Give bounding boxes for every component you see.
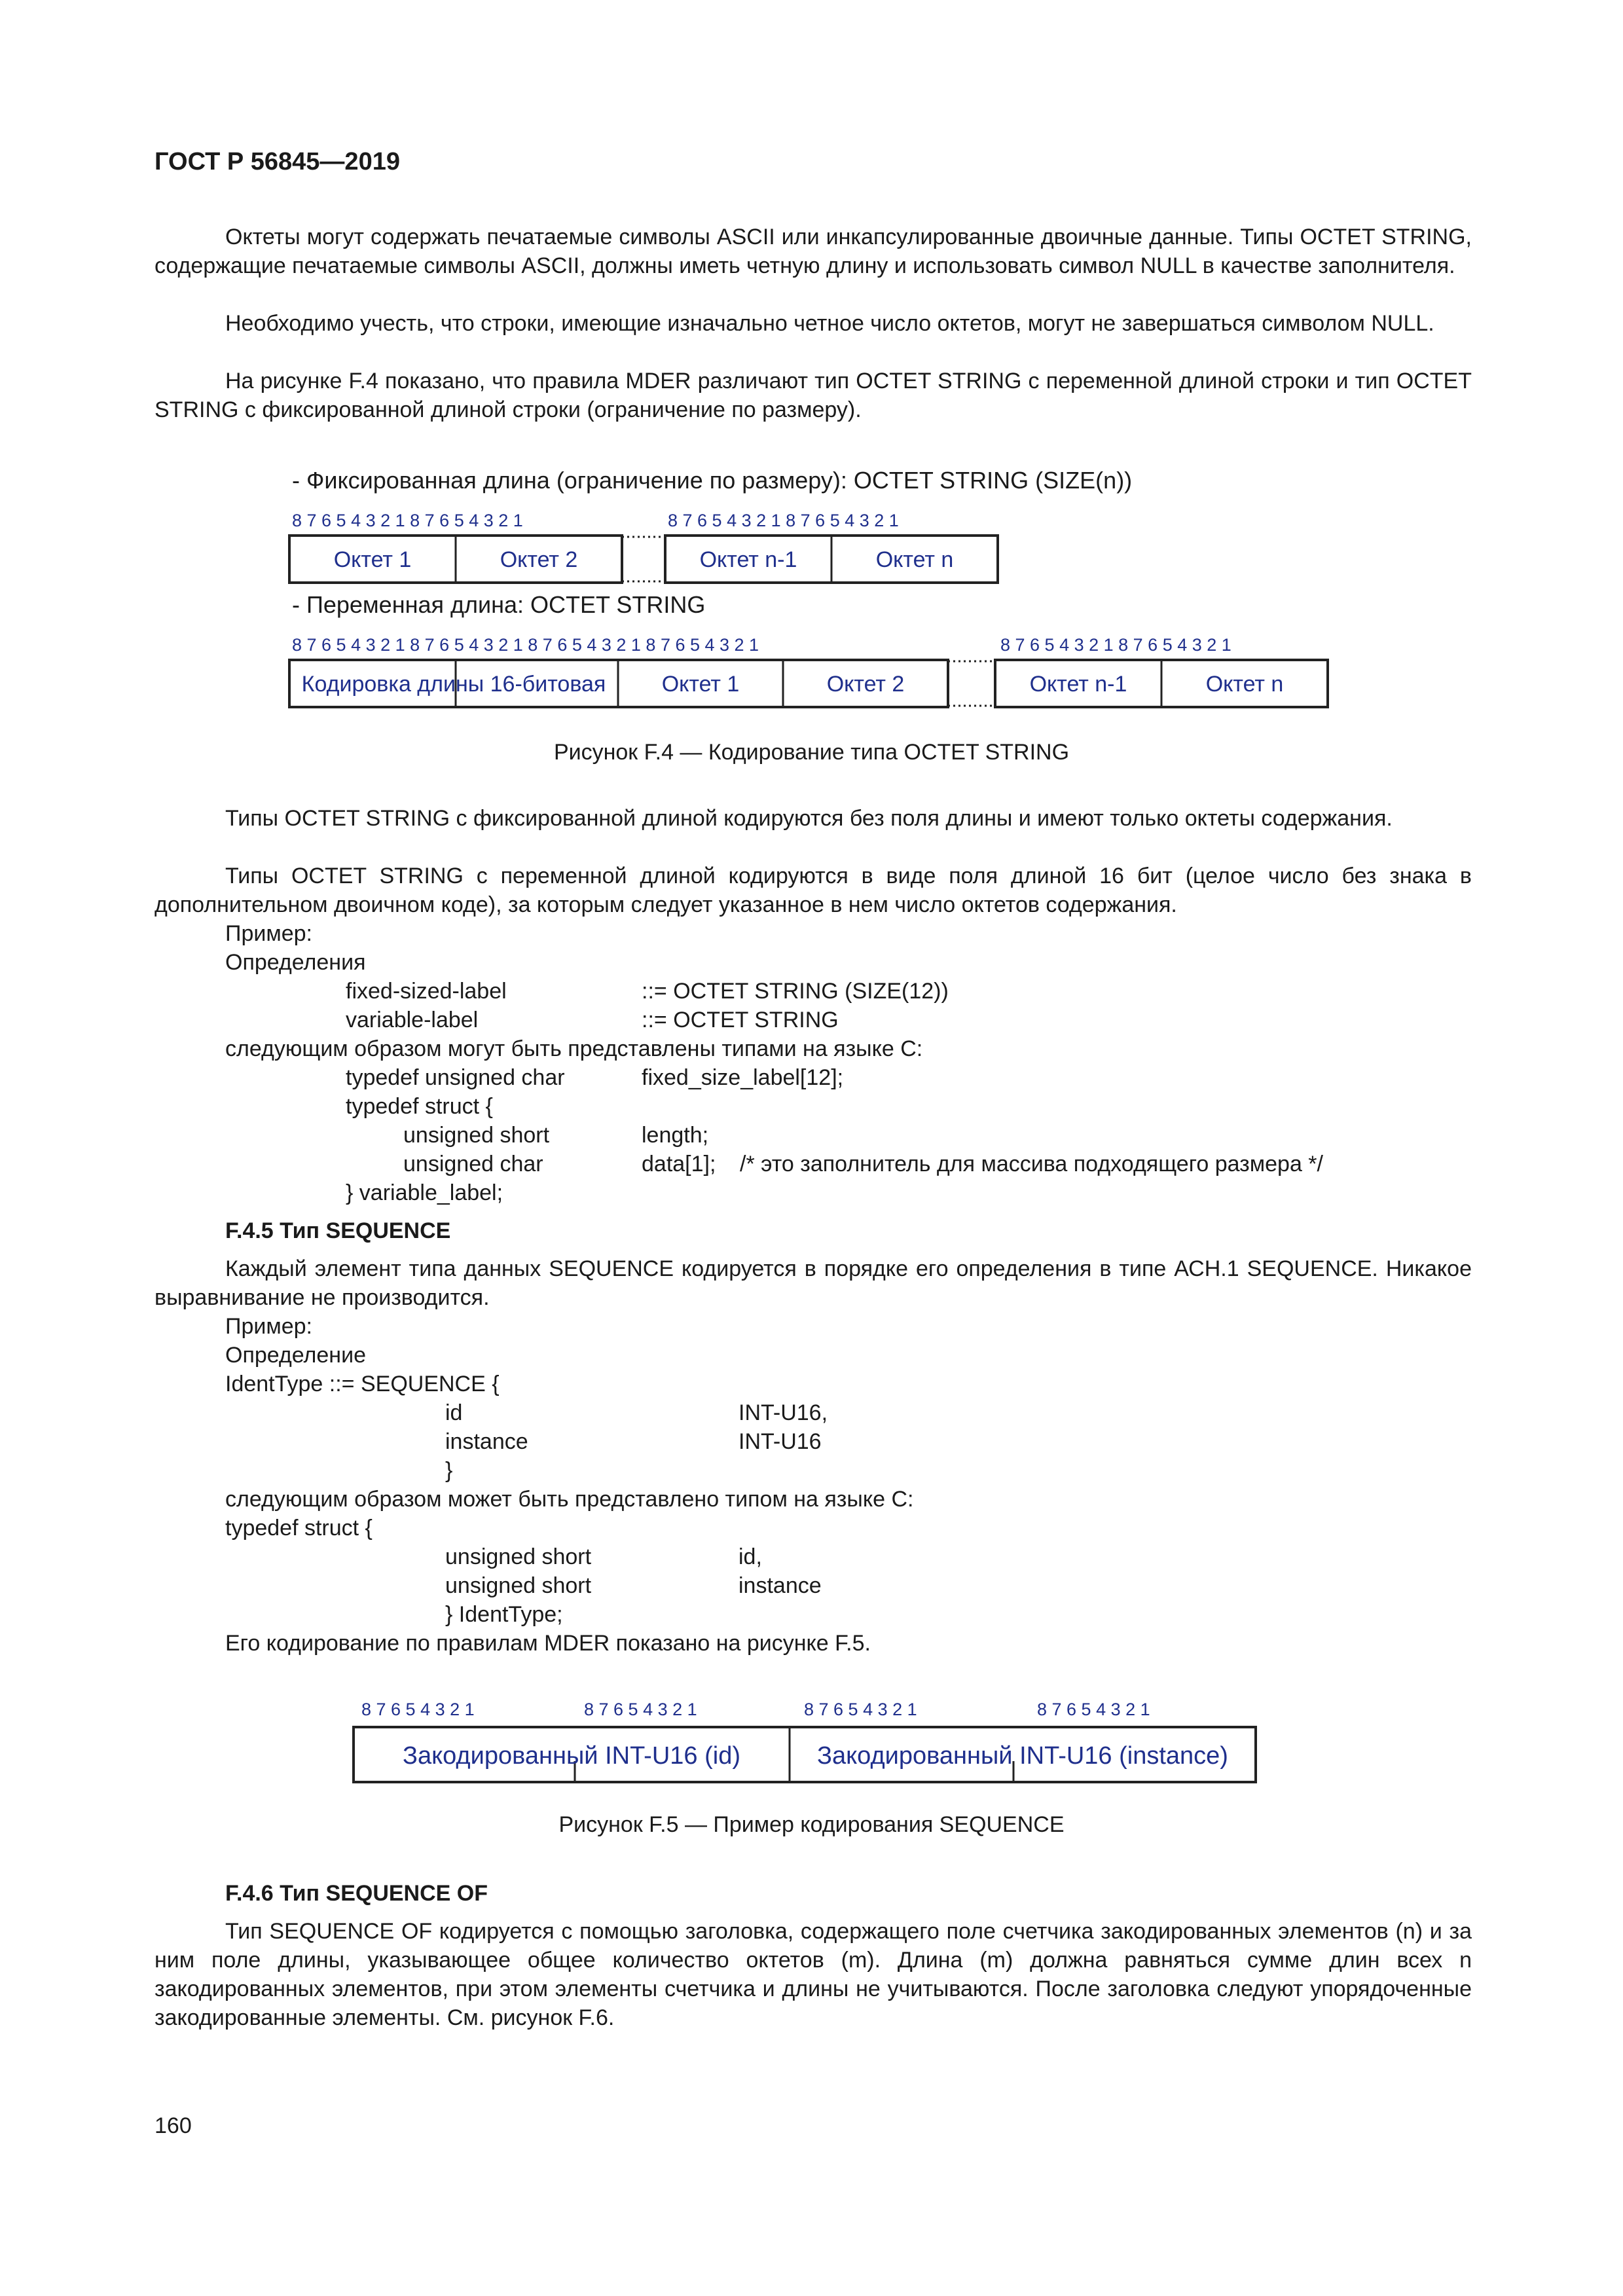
page-number: 160 (155, 2113, 192, 2138)
paragraph-sequence-of: Тип SEQUENCE OF кодируется с помощью заголовка, содержащего поле счетчика закодированных элементов (n) и за ним поле длины, указывающее общее количество октетов (m). Длина (m) должна равняться сумме длин всех n закодированных элементов, при этом элементы счетчика и длины не учитываются. После заголовка следуют упорядоченные закодированные элементы. См. рисунок F.6. (155, 1919, 1472, 2030)
paragraph-octets: Октеты могут содержать печатаемые символы ASCII или инкапсулированные двоичные данные. Типы OCTET STRING, содержащие печатаемые символы ASCII, должны иметь четную длину и использовать символ NULL в качестве заполнителя. (155, 225, 1472, 278)
bit-numbers: 8 7 6 5 4 3 2 1 8 7 6 5 4 3 2 1 (668, 511, 899, 530)
code-text: fixed-sized-label (346, 979, 507, 1004)
bit-numbers: 8 7 6 5 4 3 2 1 8 7 6 5 4 3 2 1 (292, 511, 523, 530)
code-text: id, (739, 1544, 762, 1569)
document-code: ГОСТ Р 56845—2019 (155, 148, 400, 175)
octet-n-label: Октет n (1205, 672, 1284, 697)
encoding-reference: Его кодирование по правилам MDER показано на рисунке F.5. (225, 1631, 871, 1656)
code-text: instance (739, 1573, 822, 1598)
code-text: ::= OCTET STRING (642, 1008, 839, 1032)
code-text: } variable_label; (346, 1180, 503, 1205)
section-heading-f45: F.4.5 Тип SEQUENCE (225, 1218, 451, 1243)
code-text: typedef struct { (225, 1516, 373, 1540)
code-text: } (445, 1458, 453, 1483)
code-text: typedef unsigned char (346, 1065, 565, 1090)
encoded-id-label: Закодированный INT-U16 (id) (403, 1742, 740, 1770)
code-text: IdentType ::= SEQUENCE { (225, 1372, 500, 1396)
example-label: Пример: (225, 1314, 312, 1339)
example-label: Пример: (225, 921, 312, 946)
paragraph-fixed-length: Типы OCTET STRING с фиксированной длиной кодируются без поля длины и имеют только октеты содержания. (225, 806, 1393, 831)
code-text: unsigned short (445, 1573, 592, 1598)
bit-numbers: 8 7 6 5 4 3 2 1 (584, 1700, 697, 1719)
figure-f4-caption: Рисунок F.4 — Кодирование типа OCTET STRING (553, 740, 1070, 765)
octet-1-label: Октет 1 (661, 672, 740, 697)
figure-f5-caption: Рисунок F.5 — Пример кодирования SEQUENCE (558, 1812, 1065, 1837)
variable-length-title: - Переменная длина: OCTET STRING (292, 591, 706, 618)
c-language-intro: следующим образом могут быть представлены типами на языке С: (225, 1036, 923, 1061)
code-text: data[1]; (642, 1152, 716, 1176)
code-text: variable-label (346, 1008, 479, 1032)
paragraph-sequence: Каждый элемент типа данных SEQUENCE кодируется в порядке его определения в типе АСН.1 SEQUENCE. Никакое выравнивание не производится. (155, 1256, 1472, 1310)
encoded-instance-label: Закодированный INT-U16 (instance) (817, 1742, 1228, 1770)
figure-f5 (0, 1693, 1623, 1785)
code-text: unsigned short (403, 1123, 550, 1148)
octet-n-minus-1-label: Октет n-1 (699, 547, 797, 572)
definitions-label: Определения (225, 950, 366, 975)
paragraph-variable-length: Типы OCTET STRING с переменной длиной кодируются в виде поля длиной 16 бит (целое число без знака в дополнительном двоичном коде), за которым следует указанное в нем число октетов содержания. (155, 864, 1472, 917)
code-comment: /* это заполнитель для массива подходящего размера */ (740, 1152, 1323, 1176)
bit-numbers: 8 7 6 5 4 3 2 1 8 7 6 5 4 3 2 1 8 7 6 5 4 3 2 1 8 7 6 5 4 3 2 1 (292, 635, 759, 655)
code-text: typedef struct { (346, 1094, 493, 1119)
section-heading-f46: F.4.6 Тип SEQUENCE OF (225, 1881, 488, 1906)
code-text: ::= OCTET STRING (SIZE(12)) (642, 979, 949, 1004)
code-text: fixed_size_label[12]; (642, 1065, 844, 1090)
bit-numbers: 8 7 6 5 4 3 2 1 8 7 6 5 4 3 2 1 (1000, 635, 1231, 655)
octet-1-label: Октет 1 (333, 547, 412, 572)
length-encoding-label: Кодировка длины 16-битовая (301, 672, 606, 697)
code-text: unsigned short (445, 1544, 592, 1569)
octet-n-minus-1-label: Октет n-1 (1029, 672, 1127, 697)
paragraph-mder: На рисунке F.4 показано, что правила MDER различают тип OCTET STRING с переменной длиной строки и тип OCTET STRING с фиксированной длиной строки (ограничение по размеру). (155, 369, 1472, 422)
octet-2-label: Октет 2 (500, 547, 578, 572)
octet-2-label: Октет 2 (826, 672, 905, 697)
definition-label: Определение (225, 1343, 366, 1368)
figure-f4 (0, 458, 1623, 720)
code-text: INT-U16 (739, 1429, 822, 1454)
code-text: } IdentType; (445, 1602, 563, 1627)
bit-numbers: 8 7 6 5 4 3 2 1 (804, 1700, 917, 1719)
code-text: unsigned char (403, 1152, 543, 1176)
code-text: INT-U16, (739, 1400, 828, 1425)
octet-n-label: Октет n (875, 547, 954, 572)
paragraph-null: Необходимо учесть, что строки, имеющие изначально четное число октетов, могут не завершаться символом NULL. (225, 311, 1434, 336)
bit-numbers: 8 7 6 5 4 3 2 1 (1037, 1700, 1150, 1719)
code-text: length; (642, 1123, 709, 1148)
c-language-intro: следующим образом может быть представлено типом на языке С: (225, 1487, 914, 1512)
bit-numbers: 8 7 6 5 4 3 2 1 (361, 1700, 475, 1719)
fixed-length-title: - Фиксированная длина (ограничение по размеру): OCTET STRING (SIZE(n)) (292, 467, 1133, 494)
code-text: id (445, 1400, 463, 1425)
code-text: instance (445, 1429, 528, 1454)
